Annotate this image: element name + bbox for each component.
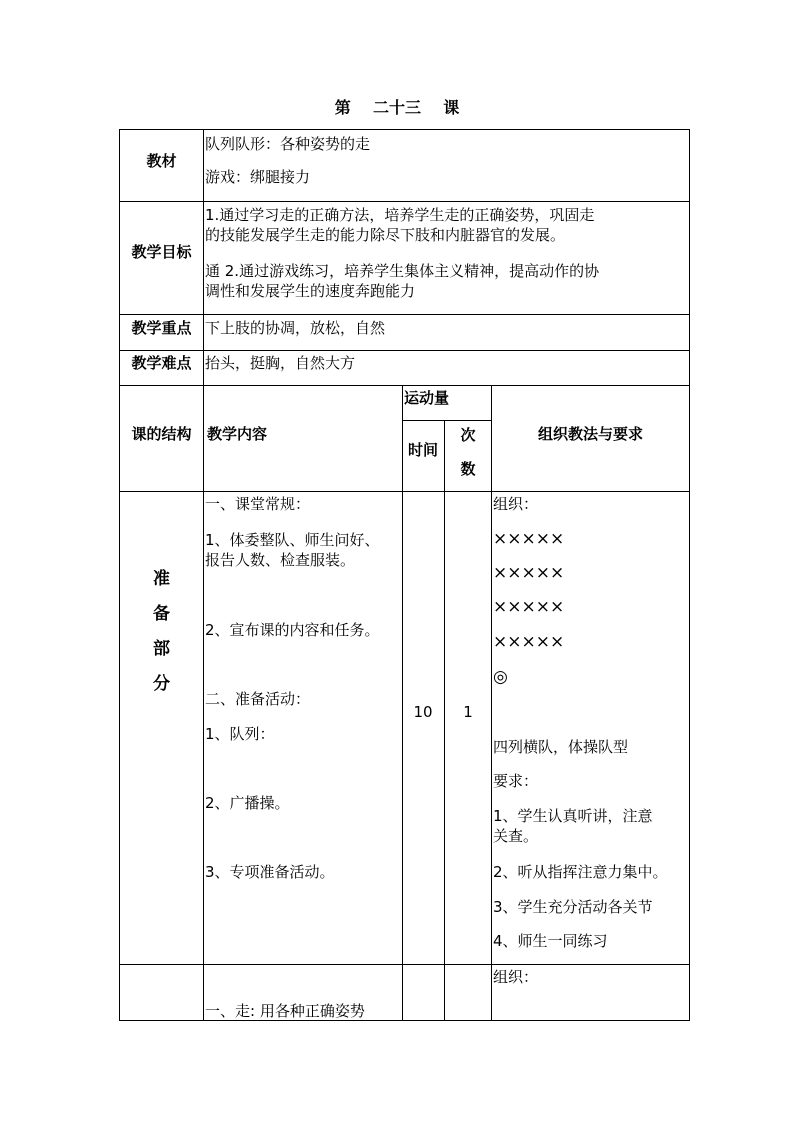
row-divider xyxy=(120,385,689,386)
prep-section-label xyxy=(120,562,203,702)
key-points-text: 下上肢的协凋，放松，自然 xyxy=(205,319,386,337)
teacher-position-mark: ◎ xyxy=(493,667,508,687)
material-line: 队列队形：各种姿势的走 xyxy=(205,135,371,153)
count-header-2: 数 xyxy=(460,460,476,478)
prep-label-char: 部 xyxy=(153,639,170,659)
requirement-line: 2、听从指挥注意力集中。 xyxy=(493,863,668,881)
row-divider xyxy=(120,201,689,202)
prep-label-char: 备 xyxy=(153,604,170,624)
objective-line: 调性和发展学生的速度奔跑能力 xyxy=(205,282,416,300)
requirement-line: 关查。 xyxy=(493,827,539,845)
next-content-line: 一、走: 用各种正确姿势 xyxy=(205,1002,365,1020)
col-divider xyxy=(491,385,492,1020)
prep-content-line: 1、队列： xyxy=(205,725,275,743)
method-org-label: 组织： xyxy=(493,495,539,513)
formation-row: ××××× xyxy=(493,597,565,617)
key-points-label: 教学重点 xyxy=(131,319,192,337)
lesson-plan-table xyxy=(119,129,690,1021)
time-header: 时间 xyxy=(407,441,438,459)
difficulties-text: 抬头，挺胸，自然大方 xyxy=(205,354,356,372)
material-label: 教材 xyxy=(146,152,177,170)
formation-row: ××××× xyxy=(493,563,565,583)
formation-row: ××××× xyxy=(493,529,565,549)
row-divider xyxy=(120,314,689,315)
lesson-title: 第 二十三 课 xyxy=(334,98,460,117)
prep-content-line: 报告人数、检查服装。 xyxy=(205,551,356,569)
row-divider xyxy=(120,491,689,492)
content-header: 教学内容 xyxy=(207,425,268,443)
row-divider xyxy=(120,350,689,351)
row-divider xyxy=(120,964,689,965)
structure-header: 课的结构 xyxy=(131,425,192,443)
prep-label-char: 准 xyxy=(153,569,170,589)
prep-label-char: 分 xyxy=(153,674,170,694)
prep-content-line: 一、课堂常规： xyxy=(205,495,311,513)
requirement-line: 4、师生一同练习 xyxy=(493,932,608,950)
objective-line: 1.通过学习走的正确方法，培养学生走的正确姿势，巩固走 xyxy=(205,206,595,224)
prep-content-line: 3、专项准备活动。 xyxy=(205,863,335,881)
load-header: 运动量 xyxy=(404,389,450,407)
formation-row: ××××× xyxy=(493,632,565,652)
difficulties-label: 教学难点 xyxy=(131,354,192,372)
col-divider xyxy=(203,130,204,1020)
objective-line: 通 2.通过游戏练习，培养学生集体主义精神，提高动作的协 xyxy=(205,262,600,280)
objectives-label: 教学目标 xyxy=(131,243,192,261)
count-header-1: 次 xyxy=(460,426,476,444)
prep-count-value: 1 xyxy=(463,703,473,721)
prep-content-line: 1、体委整队、师生问好、 xyxy=(205,531,380,549)
requirement-line: 1、学生认真听讲，注意 xyxy=(493,807,653,825)
method-header: 组织教法与要求 xyxy=(537,425,643,443)
prep-content-line: 二、准备活动： xyxy=(205,690,311,708)
load-divider xyxy=(402,420,491,421)
requirement-line: 3、学生充分活动各关节 xyxy=(493,898,653,916)
next-org-label: 组织： xyxy=(493,968,539,986)
prep-content-line: 2、宣布课的内容和任务。 xyxy=(205,621,380,639)
objective-line: 的技能发展学生走的能力除尽下肢和内脏器官的发展。 xyxy=(205,226,566,244)
prep-content-line: 2、广播操。 xyxy=(205,794,290,812)
requirements-label: 要求： xyxy=(493,772,539,790)
material-line: 游戏：绑腿接力 xyxy=(205,168,311,186)
formation-description: 四列横队，体操队型 xyxy=(493,738,629,756)
prep-time-value: 10 xyxy=(413,703,433,721)
